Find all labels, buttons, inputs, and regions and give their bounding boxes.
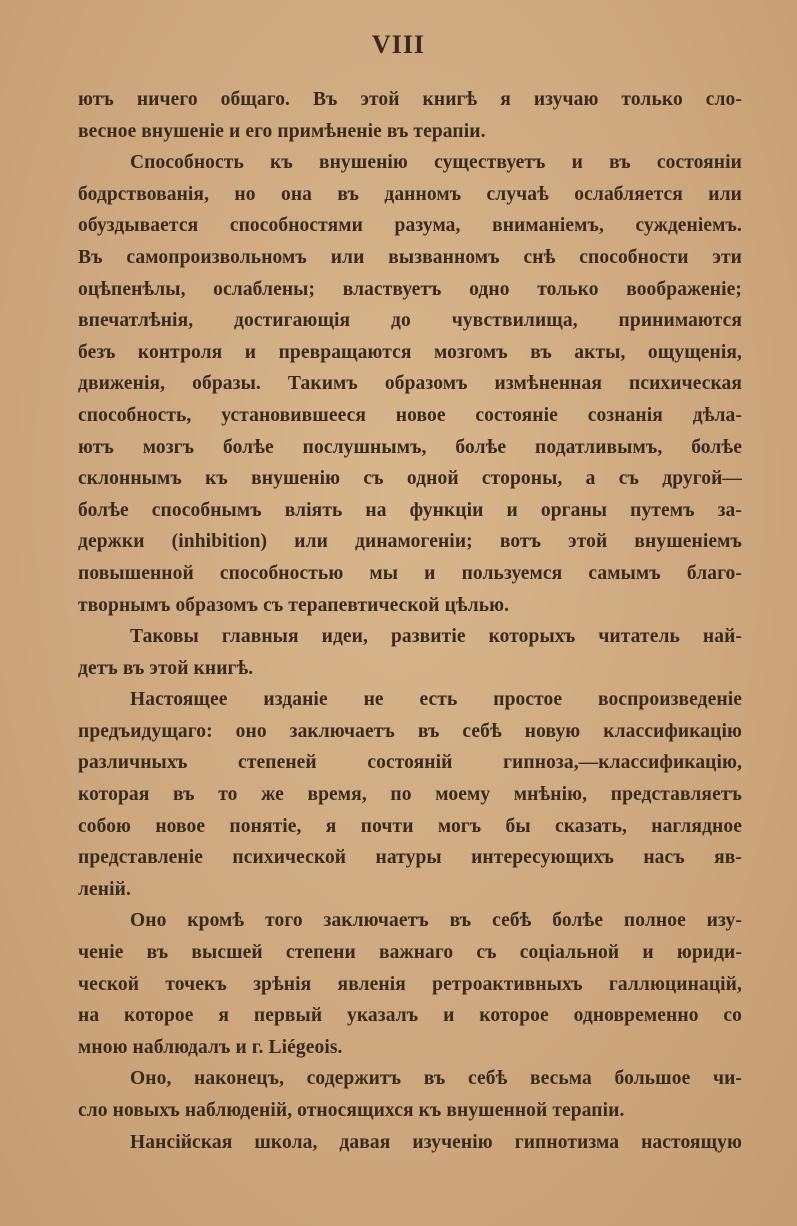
text-line: движенiя, образы. Такимъ образомъ измѣненная психическая — [78, 373, 742, 395]
text-line: весное внушенiе и его примѣненiе въ терапiи. — [78, 120, 486, 142]
text-line: Способность къ внушенiю существуетъ и въ состоянiи — [130, 152, 742, 174]
text-line: оцѣпенѣлы, ослаблены; властвуетъ одно только воображенiе; — [78, 278, 742, 300]
text-line: на которое я первый указалъ и которое одновременно со — [78, 1005, 742, 1027]
text-line: Оно кромѣ того заключаетъ въ себѣ болѣе полное изу- — [130, 910, 742, 932]
text-line: обуздывается способностями разума, вниманiемъ, сужденiемъ. — [78, 215, 742, 237]
text-line: сло новыхъ наблюденiй, относящихся къ внушенной терапiи. — [78, 1100, 625, 1121]
text-line: ютъ мозгъ болѣе послушнымъ, болѣе податливымъ, болѣе — [78, 436, 742, 458]
text-line: ческой точекъ зрѣнiя явленiя ретроактивныхъ галлюцинацiй, — [78, 973, 742, 995]
text-line: безъ контроля и превращаются мозгомъ въ акты, ощущенiя, — [78, 341, 742, 363]
body-text — [78, 84, 742, 1158]
text-line: ленiй. — [78, 878, 131, 900]
text-line: впечатлѣнiя, достигающiя до чувствилища, принимаются — [78, 310, 742, 332]
text-line: творнымъ образомъ съ терапевтической цѣлью. — [78, 594, 510, 616]
page-number: VIII — [371, 30, 426, 59]
text-line: Нансiйская школа, давая изученiю гипнотизма настоящую — [130, 1131, 742, 1153]
text-line: бодрствованiя, но она въ данномъ случаѣ ослабляется или — [78, 183, 742, 205]
text-line: предъидущаго: оно заключаетъ въ себѣ новую классификацiю — [78, 720, 742, 742]
text-line: различныхъ степеней состоянiй гипноза,—классификацiю, — [78, 752, 742, 774]
text-line: болѣе способнымъ влiять на функцiи и органы путемъ за- — [78, 499, 742, 521]
text-line: собою новое понятiе, я почти могъ бы сказать, наглядное — [78, 815, 742, 837]
text-line: ютъ ничего общаго. Въ этой книгѣ я изучаю только сло- — [78, 89, 742, 110]
text-line: Въ самопроизвольномъ или вызванномъ снѣ способности эти — [78, 246, 742, 268]
text-line: мною наблюдалъ и г. Liégeois. — [78, 1036, 343, 1058]
text-line: Таковы главныя идеи, развитiе которыхъ читатель най- — [130, 626, 742, 648]
text-line: Настоящее изданiе не есть простое воспроизведенiе — [130, 689, 742, 711]
text-line: держки (inhibition) или динамогенiи; вотъ этой внушенiемъ — [78, 531, 742, 553]
text-line: которая въ то же время, по моему мнѣнiю, представляетъ — [78, 784, 742, 806]
text-line: повышенной способностью мы и пользуемся самымъ благо- — [78, 562, 742, 584]
text-line: ченiе въ высшей степени важнаго съ соцiальной и юриди- — [78, 942, 742, 964]
text-line: Оно, наконецъ, содержитъ въ себѣ весьма большое чи- — [130, 1068, 742, 1090]
text-line: склоннымъ къ внушенiю съ одной стороны, а съ другой— — [78, 468, 742, 490]
text-line: представленiе психической натуры интересующихъ насъ яв- — [78, 847, 742, 869]
text-line: способность, установившееся новое состоянiе сознанiя дѣла- — [78, 404, 742, 426]
text-line: детъ въ этой книгѣ. — [78, 657, 254, 679]
